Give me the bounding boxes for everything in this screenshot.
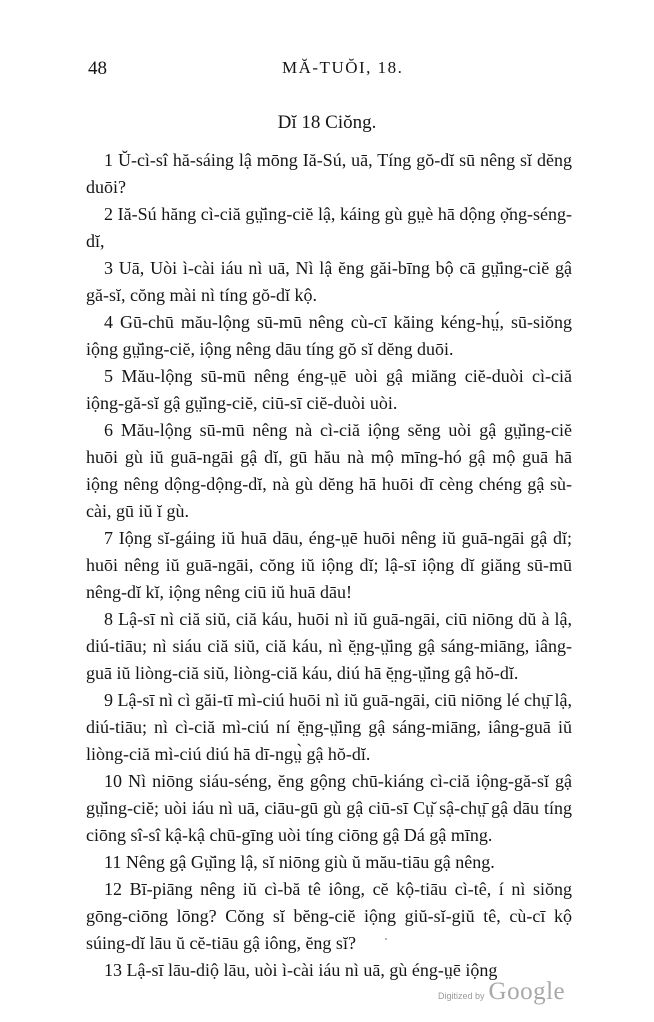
verse <box>86 525 572 606</box>
digitized-label: Digitized by <box>438 991 485 1001</box>
verse-text: Gū-chū mău-lộng sū-mū nêng cù-cī kăing kéng-hṳ́, sū-siŏng iộng gṳ̆ing-ciĕ, iộng nêng dāu tíng gŏ sĭ dĕng duōi. <box>86 312 572 359</box>
verse <box>86 255 572 309</box>
verse-number: 9 <box>104 690 113 710</box>
chapter-title: Dĭ 18 Ciŏng. <box>277 112 377 133</box>
verse-number: 8 <box>104 609 113 629</box>
verse-text: Lậ-sī nì cì găi-tī mì-ciú huōi nì iŭ guā-ngāi, ciū niōng lé chṳ̄ lậ, diú-tiāu; nì cì-ciă mì-ciú ní ĕ̤ng-ṳ̆ing gậ sáng-miāng, iâng-guā iŭ liòng-ciă mì-ciú diú hā dī-ngṳ̀ gậ hŏ-dĭ. <box>86 690 573 764</box>
verse-number: 1 <box>104 150 113 170</box>
verse <box>86 417 572 525</box>
verse-text: Mău-lộng sū-mū nêng nà cì-ciă iộng sĕng uòi gậ gṳ̆ing-ciĕ huōi gù iŭ guā-ngāi gậ dĭ, gū hău nà mộ mīng-hó gậ mộ guā hā iộng nêng dộng-dộng-dĭ, nà gù dĕng hā huōi dī cèng chéng gậ sù-cài, gū iŭ ĭ gù. <box>86 420 572 521</box>
verse <box>86 309 572 363</box>
digitized-by-google-watermark <box>438 978 565 1006</box>
verse-number: 4 <box>104 312 113 332</box>
verse <box>86 687 572 768</box>
verse-number: 12 <box>104 879 122 899</box>
running-head: MĂ-TUŎI, 18. <box>282 58 404 77</box>
verse-text: Nêng gậ Gṳ̆ing lậ, sĭ niōng giù ŭ mău-tiāu gậ nêng. <box>125 852 495 872</box>
verse <box>86 147 572 201</box>
verse <box>86 606 572 687</box>
verse <box>86 849 572 876</box>
verse <box>86 768 572 849</box>
verse-number: 10 <box>104 771 122 791</box>
page-number: 48 <box>88 58 107 79</box>
page-speck <box>385 938 387 940</box>
verse-text: Bī-piāng nêng iŭ cì-bă tê iông, cĕ kộ-tiāu cì-tê, í nì siŏng gōng-ciōng lōng? Cŏng sĭ bĕng-ciĕ iộng giŭ-sĭ-giŭ tê, cù-cī kộ súing-dĭ lāu ŭ cĕ-tiāu gậ iông, ĕng sĭ? <box>86 879 572 953</box>
verse <box>86 363 572 417</box>
verse-text: Nì niōng siáu-séng, ĕng gộng chū-kiáng cì-ciă iộng-gă-sĭ gậ gṳ̆ing-ciĕ; uòi iáu nì uā, ciāu-gū gù gậ ciū-sī Cṳ̆ sậ-chṳ̄ gậ dāu tíng ciōng sî-sî kậ-kậ chū-gīng uòi tíng ciōng gậ Dá gậ mīng. <box>86 771 573 845</box>
verse-number: 3 <box>104 258 113 278</box>
verse-number: 6 <box>104 420 113 440</box>
verse-number: 2 <box>104 204 113 224</box>
verse-number: 7 <box>104 528 113 548</box>
verse-text: Iă-Sú hăng cì-ciă gṳ̆ing-ciĕ lậ, káing gù gṳè hā dộng ọ̆ng-séng-dĭ, <box>86 204 573 251</box>
verse-number: 5 <box>104 366 113 386</box>
verse-text: Mău-lộng sū-mū nêng éng-ṳē uòi gậ miăng ciĕ-duòi cì-ciă iộng-gă-sĭ gậ gṳ̆ing-ciĕ, ciū-sī ciĕ-duòi uòi. <box>86 366 573 413</box>
verse-text: Lậ-sī nì ciă siŭ, ciă káu, huōi nì iŭ guā-ngāi, ciū niōng dŭ à lậ, diú-tiāu; nì siáu ciă siŭ, ciă káu, nì ĕ̤ng-ṳ̆ing gậ sáng-miāng, iâng-guā iŭ liòng-ciă siŭ, liòng-ciă káu, diú hā ĕ̤ng-ṳ̆ing gậ hŏ-dĭ. <box>86 609 573 683</box>
verse-text: Iộng sĭ-gáing iŭ huā dāu, éng-ṳē huōi nêng iŭ guā-ngāi gậ dĭ; huōi nêng iŭ guā-ngāi, cŏng iŭ iộng dĭ; lậ-sī iộng dĭ giăng sū-mū nêng-dĭ kĭ, iộng nêng ciū iŭ huā dāu! <box>86 528 572 602</box>
verse <box>86 201 572 255</box>
verse-number: 11 <box>104 852 122 872</box>
verse <box>86 876 572 957</box>
body-text <box>86 147 572 984</box>
verse-number: 13 <box>104 960 122 980</box>
verse-text: Ŭ-cì-sî hă-sáing lậ mōng Iă-Sú, uā, Tíng gŏ-dĭ sū nêng sĭ dĕng duōi? <box>86 150 572 197</box>
google-logo: Google <box>488 978 566 1005</box>
verse-text: Lậ-sī lāu-diộ lāu, uòi ì-cài iáu nì uā, gù éng-ṳē iộng <box>126 960 498 980</box>
verse-text: Uā, Uòi ì-cài iáu nì uā, Nì lậ ĕng găi-bīng bộ cā gṳ̆ing-ciĕ gậ gă-sĭ, cŏng mài nì tíng gŏ-dĭ kộ. <box>86 258 572 305</box>
